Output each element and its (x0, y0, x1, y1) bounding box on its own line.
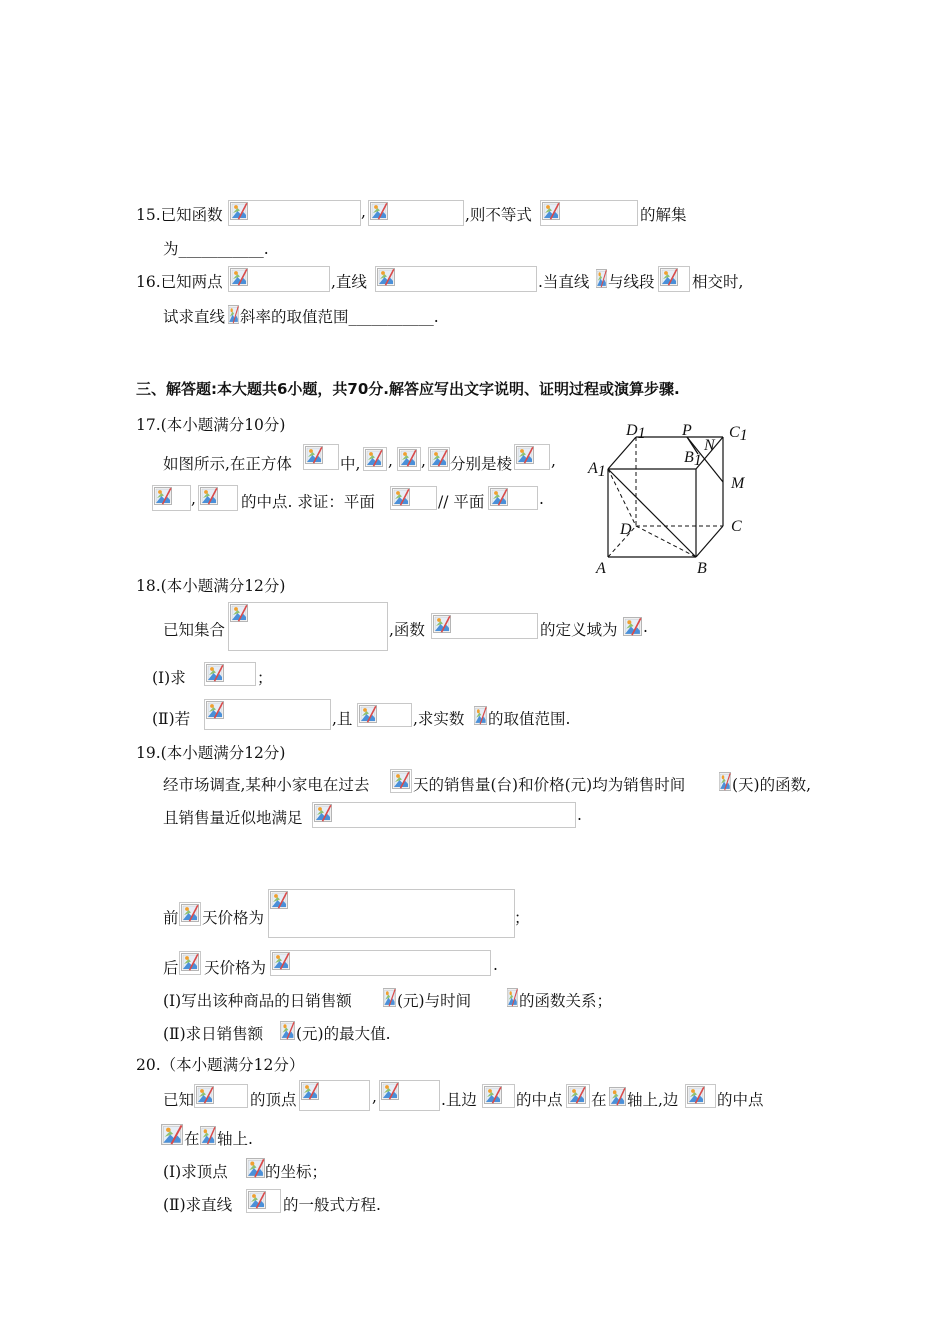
broken-image-icon (230, 202, 248, 220)
q19-text-d: 且销售量近似地满足 (163, 809, 303, 827)
q20-text-b: 的顶点 (250, 1091, 297, 1109)
formula-image (152, 485, 191, 511)
q16-text-f: 试求直线 (163, 308, 226, 326)
formula-image (514, 444, 550, 470)
broken-image-icon (161, 1124, 183, 1145)
q19-text-f: 前 (163, 909, 179, 927)
formula-image (299, 1080, 370, 1111)
formula-image (540, 200, 638, 226)
q19-part1-c: 的函数关系； (519, 992, 613, 1010)
broken-image-icon (365, 449, 383, 467)
q20-part1-a: (Ⅰ)求顶点 (163, 1163, 228, 1181)
formula-image (303, 444, 339, 470)
q19-part1-a: (Ⅰ)写出该种商品的日销售额 (163, 992, 352, 1010)
edge-bc (696, 526, 723, 557)
broken-image-icon (181, 904, 199, 922)
q15-text-b: , (361, 203, 366, 221)
broken-image-icon (687, 1086, 705, 1104)
broken-image-icon (433, 615, 451, 633)
broken-image-icon (474, 706, 487, 725)
q17-text-b: 中, (340, 455, 361, 473)
broken-image-icon (301, 1082, 319, 1100)
q20-text-e: 的中点 (516, 1091, 563, 1109)
q18-text-c: 的定义域为 (540, 621, 618, 639)
q20-heading: 20.（本小题满分12分） (136, 1056, 305, 1074)
broken-image-icon (370, 202, 388, 220)
formula-image (368, 200, 464, 226)
q20-text-d: .且边 (441, 1091, 477, 1109)
formula-image (428, 447, 450, 471)
q20-part1-b: 的坐标； (265, 1163, 328, 1181)
q18-part1-a: (Ⅰ)求 (152, 669, 186, 687)
q16-text-b: ,直线 (331, 273, 367, 291)
broken-image-icon (542, 202, 560, 220)
q19-text-c: (天)的函数, (732, 776, 812, 794)
q20-text-j: 轴上. (217, 1130, 253, 1148)
broken-image-icon (206, 701, 224, 719)
q19-part1-b: (元)与时间 (397, 992, 472, 1010)
q20-text-g: 轴上,边 (627, 1091, 679, 1109)
formula-image (228, 602, 388, 651)
formula-image (488, 486, 538, 510)
formula-image (270, 950, 491, 976)
formula-image (566, 1084, 590, 1108)
q18-part2-d: 的取值范围. (488, 710, 571, 728)
label-b1: B1 (684, 449, 702, 469)
formula-image (179, 951, 201, 975)
formula-image (228, 266, 330, 292)
label-a: A (596, 560, 606, 577)
broken-image-icon (314, 804, 332, 822)
label-p: P (682, 422, 692, 439)
q16-text-c: .当直线 (538, 273, 590, 291)
broken-image-icon (181, 953, 199, 971)
broken-image-icon (381, 1082, 399, 1100)
formula-image (268, 889, 515, 938)
q20-text-f: 在 (591, 1091, 607, 1109)
formula-image (228, 200, 361, 226)
broken-image-icon (623, 617, 642, 636)
broken-image-icon (230, 604, 248, 622)
q15-text-a: 15.已知函数 (136, 206, 223, 224)
q18-text-a: 已知集合 (163, 621, 226, 639)
q18-heading: 18.(本小题满分12分) (136, 577, 286, 595)
cube-figure (580, 418, 760, 580)
broken-image-icon (154, 487, 172, 505)
q15-text-d: 的解集 (640, 206, 687, 224)
q19-text-h: ； (514, 909, 530, 927)
q18-part2-b: ,且 (332, 710, 353, 728)
q19-text-k: . (493, 956, 498, 974)
q18-text-b: ,函数 (389, 621, 425, 639)
broken-image-icon (490, 488, 508, 506)
formula-image (312, 802, 576, 828)
line-a1d-hidden (608, 469, 636, 526)
q16-text-e: 相交时, (692, 273, 744, 291)
edge-a1d1 (608, 437, 636, 469)
q19-text-a: 经市场调查,某种小家电在过去 (163, 776, 370, 794)
q17-text-i: // 平面 (438, 493, 485, 511)
formula-image (390, 769, 412, 793)
broken-image-icon (568, 1086, 586, 1104)
broken-image-icon (248, 1191, 266, 1209)
broken-image-icon (359, 705, 377, 723)
formula-image (431, 613, 538, 639)
q18-part1-b: ； (257, 669, 273, 687)
formula-image (194, 1084, 248, 1108)
q17-text-g: , (191, 490, 196, 508)
label-c: C (731, 518, 742, 535)
q19-text-e: . (577, 806, 582, 824)
broken-image-icon (596, 269, 607, 288)
q16-text-d: 与线段 (608, 273, 655, 291)
formula-image (379, 1080, 440, 1111)
formula-image (658, 266, 690, 292)
broken-image-icon (609, 1087, 626, 1106)
broken-image-icon (305, 446, 323, 464)
q18-text-d: . (643, 618, 648, 636)
broken-image-icon (280, 1021, 295, 1040)
label-d: D (620, 521, 632, 538)
label-n: N (704, 437, 715, 454)
formula-image (397, 447, 421, 471)
formula-image (204, 699, 331, 730)
q17-text-a: 如图所示,在正方体 (163, 455, 292, 473)
broken-image-icon (399, 449, 417, 467)
q15-text-c: ,则不等式 (465, 206, 532, 224)
formula-image (390, 486, 437, 510)
broken-image-icon (272, 952, 290, 970)
broken-image-icon (516, 446, 534, 464)
formula-image (198, 485, 238, 511)
q16-text-g: 斜率的取值范围___________. (240, 308, 439, 326)
broken-image-icon (228, 305, 239, 324)
q19-heading: 19.(本小题满分12分) (136, 744, 286, 762)
broken-image-icon (660, 268, 678, 286)
broken-image-icon (377, 268, 395, 286)
q19-text-b: 天的销售量(台)和价格(元)均为销售时间 (413, 776, 686, 794)
label-c1: C1 (729, 424, 748, 444)
q19-text-i: 后 (163, 959, 179, 977)
q20-text-a: 已知 (163, 1091, 195, 1109)
q15-text-e: 为___________. (163, 240, 269, 258)
q17-text-j: . (539, 490, 544, 508)
broken-image-icon (507, 988, 518, 1007)
formula-image (685, 1084, 716, 1108)
q17-heading: 17.(本小题满分10分) (136, 416, 286, 434)
formula-image (179, 902, 201, 926)
q17-text-d: , (421, 452, 426, 470)
q20-part2-a: (Ⅱ)求直线 (163, 1196, 233, 1214)
broken-image-icon (430, 449, 448, 467)
formula-image (246, 1189, 281, 1213)
q17-text-f: , (551, 452, 556, 470)
section-heading: 三、解答题:本大题共6小题，共70分.解答应写出文字说明、证明过程或演算步骤. (136, 380, 680, 398)
label-b: B (697, 560, 707, 577)
broken-image-icon (200, 487, 218, 505)
formula-image (363, 447, 387, 471)
broken-image-icon (270, 891, 288, 909)
formula-image (357, 703, 412, 727)
broken-image-icon (392, 771, 410, 789)
q17-text-c: , (388, 452, 393, 470)
q19-part2-b: (元)的最大值. (296, 1025, 391, 1043)
broken-image-icon (200, 1126, 216, 1145)
q19-part2-a: (Ⅱ)求日销售额 (163, 1025, 264, 1043)
line-db-hidden (636, 526, 696, 557)
q17-text-h: 的中点. 求证：平面 (241, 493, 375, 511)
q20-text-i: 在 (184, 1130, 200, 1148)
label-d1: D1 (626, 422, 646, 442)
line-a1b (608, 469, 696, 557)
q16-text-a: 16.已知两点 (136, 273, 223, 291)
broken-image-icon (392, 488, 410, 506)
q18-part2-a: (Ⅱ)若 (152, 710, 191, 728)
broken-image-icon (719, 772, 731, 791)
broken-image-icon (246, 1158, 265, 1178)
q20-text-h: 的中点 (717, 1091, 764, 1109)
broken-image-icon (206, 664, 224, 682)
q20-part2-b: 的一般式方程. (283, 1196, 381, 1214)
broken-image-icon (230, 268, 248, 286)
formula-image (204, 662, 256, 686)
broken-image-icon (383, 988, 396, 1007)
q19-text-j: 天价格为 (204, 959, 267, 977)
q17-text-e: 分别是棱 (450, 455, 513, 473)
label-a1: A1 (588, 460, 606, 480)
q19-text-g: 天价格为 (202, 909, 265, 927)
broken-image-icon (196, 1086, 214, 1104)
q20-text-c: , (372, 1088, 377, 1106)
broken-image-icon (484, 1086, 502, 1104)
formula-image (482, 1084, 515, 1108)
formula-image (375, 266, 537, 292)
label-m: M (731, 475, 745, 492)
q18-part2-c: ,求实数 (413, 710, 465, 728)
